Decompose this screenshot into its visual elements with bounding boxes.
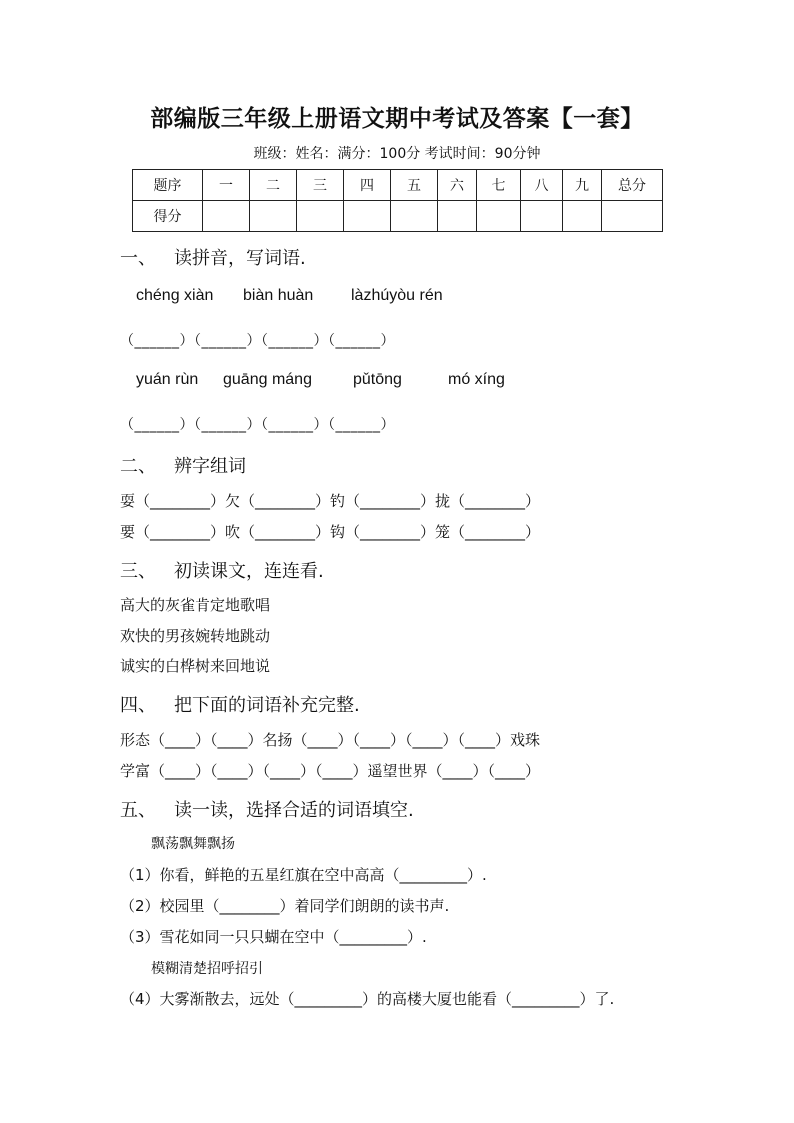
matching-line: 诚实的白桦树来回地说 xyxy=(120,657,271,675)
answer-blanks-row[interactable]: （______）（______）（______）（______） xyxy=(120,417,395,433)
idiom-row[interactable]: 学富（____）（____）（____）（____）遥望世界（____）（____） xyxy=(120,762,541,780)
answer-blanks-row[interactable]: （______）（______）（______）（______） xyxy=(120,333,395,349)
word-bank: 模糊清楚招呼招引 xyxy=(151,961,263,977)
score-row-label: 得分 xyxy=(133,201,203,232)
pinyin-item: pǔtōng xyxy=(353,371,402,388)
section-5-heading xyxy=(120,796,414,822)
pinyin-item: biàn huàn xyxy=(243,287,314,304)
score-input-cell[interactable] xyxy=(391,201,438,232)
score-table-score-row xyxy=(133,201,663,232)
page-title: 部编版三年级上册语文期中考试及答案【一套】 xyxy=(150,105,644,132)
score-header-cell: 八 xyxy=(521,170,563,201)
score-header-cell: 七 xyxy=(477,170,521,201)
fill-blank-line[interactable]: （4）大雾渐散去，远处（_________）的高楼大厦也能看（_________）了. xyxy=(120,990,615,1008)
fill-blank-line[interactable]: （3）雪花如同一只只蝴在空中（_________）. xyxy=(120,928,427,946)
matching-line: 欢快的男孩婉转地跳动 xyxy=(120,627,271,645)
score-input-cell[interactable] xyxy=(602,201,663,232)
pinyin-item: yuán rùn xyxy=(136,371,199,388)
score-header-cell: 五 xyxy=(391,170,438,201)
char-compare-row[interactable]: 耍（________）欠（________）钓（________）拢（________） xyxy=(120,492,541,510)
score-table xyxy=(132,169,663,232)
section-title: 读一读，选择合适的词语填空. xyxy=(174,800,414,821)
pinyin-item: mó xíng xyxy=(448,371,505,388)
score-input-cell[interactable] xyxy=(563,201,602,232)
score-header-cell: 三 xyxy=(297,170,344,201)
score-header-cell: 四 xyxy=(344,170,391,201)
char-compare-row[interactable]: 要（________）吹（________）钩（________）笼（________） xyxy=(120,523,541,541)
score-input-cell[interactable] xyxy=(344,201,391,232)
score-header-cell: 一 xyxy=(203,170,250,201)
score-header-cell: 总分 xyxy=(602,170,663,201)
score-header-cell: 题序 xyxy=(133,170,203,201)
section-title: 辨字组词 xyxy=(174,456,246,477)
section-number: 二、 xyxy=(120,456,156,477)
section-4-heading xyxy=(120,691,360,717)
class-info-line: 班级：姓名：满分：100分 考试时间：90分钟 xyxy=(253,146,541,162)
pinyin-item: chéng xiàn xyxy=(136,287,214,304)
pinyin-item: guāng máng xyxy=(223,371,312,388)
score-header-cell: 二 xyxy=(250,170,297,201)
score-input-cell[interactable] xyxy=(521,201,563,232)
word-bank: 飘荡飘舞飘扬 xyxy=(151,836,235,852)
section-title: 初读课文，连连看. xyxy=(174,561,324,582)
score-table-header-row xyxy=(133,170,663,201)
pinyin-item: làzhúyòu rén xyxy=(351,287,443,304)
section-2-heading xyxy=(120,452,246,478)
idiom-row[interactable]: 形态（____）（____）名扬（____）（____）（____）（____）戏珠 xyxy=(120,731,541,749)
score-input-cell[interactable] xyxy=(477,201,521,232)
section-3-heading xyxy=(120,557,324,583)
score-header-cell: 九 xyxy=(563,170,602,201)
section-number: 五、 xyxy=(120,800,156,821)
score-input-cell[interactable] xyxy=(297,201,344,232)
score-input-cell[interactable] xyxy=(438,201,477,232)
fill-blank-line[interactable]: （1）你看，鲜艳的五星红旗在空中高高（_________）. xyxy=(120,866,487,884)
section-1-heading xyxy=(120,244,306,270)
section-title: 读拼音，写词语. xyxy=(174,248,306,269)
section-number: 一、 xyxy=(120,248,156,269)
score-header-cell: 六 xyxy=(438,170,477,201)
section-number: 三、 xyxy=(120,561,156,582)
score-input-cell[interactable] xyxy=(203,201,250,232)
matching-line: 高大的灰雀肯定地歌唱 xyxy=(120,596,271,614)
fill-blank-line[interactable]: （2）校园里（________）着同学们朗朗的读书声. xyxy=(120,897,450,915)
section-title: 把下面的词语补充完整. xyxy=(174,695,360,716)
section-number: 四、 xyxy=(120,695,156,716)
score-input-cell[interactable] xyxy=(250,201,297,232)
